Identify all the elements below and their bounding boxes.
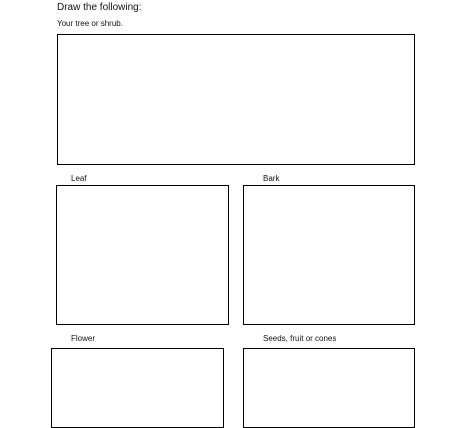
seeds-label: Seeds, fruit or cones <box>263 334 337 343</box>
bark-drawing-box[interactable] <box>243 185 415 325</box>
tree-label: Your tree or shrub. <box>57 19 123 28</box>
flower-label: Flower <box>71 334 96 343</box>
seeds-drawing-box[interactable] <box>243 348 415 428</box>
worksheet-heading: Draw the following: <box>57 2 142 13</box>
tree-drawing-box[interactable] <box>57 34 415 165</box>
bark-label: Bark <box>263 174 280 183</box>
flower-drawing-box[interactable] <box>51 348 224 428</box>
leaf-drawing-box[interactable] <box>56 185 229 325</box>
leaf-label: Leaf <box>71 174 87 183</box>
